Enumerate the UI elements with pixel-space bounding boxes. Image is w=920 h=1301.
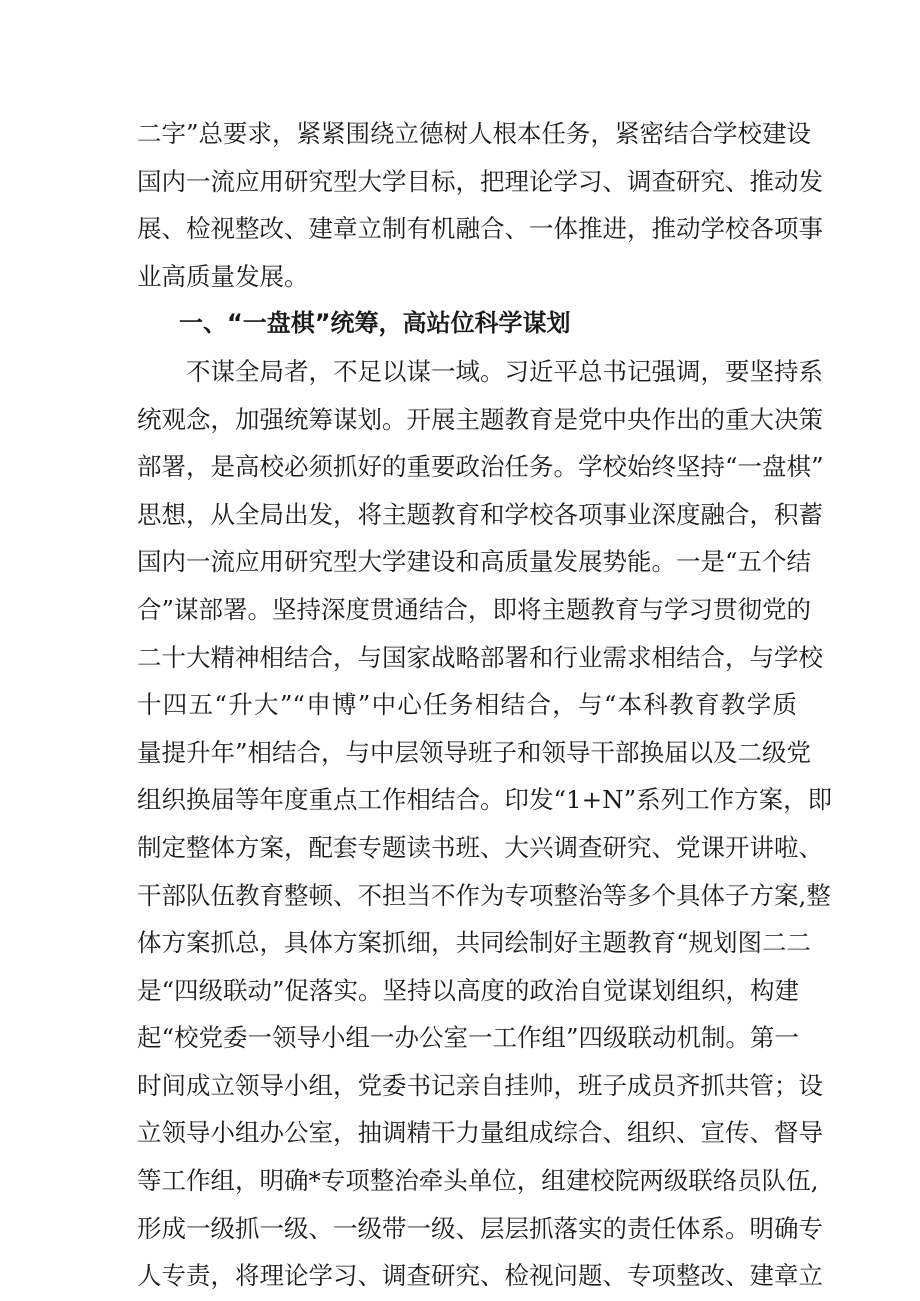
body-line: 量提升年”相结合，与中层领导班子和领导干部换届以及二级党 [137, 737, 812, 767]
body-line: 制定整体方案，配套专题读书班、大兴调查研究、党课开讲啦、 [137, 832, 823, 862]
body-line: 立领导小组办公室，抽调精干力量组成综合、组织、宣传、督导 [137, 1118, 823, 1148]
body-line: 国内一流应用研究型大学建设和高质量发展势能。一是“五个结 [137, 547, 812, 577]
intro-line: 国内一流应用研究型大学目标，把理论学习、调查研究、推动发 [137, 166, 823, 196]
body-line: 十四五“升大”“申博”中心任务相结合，与“本科教育教学质 [137, 690, 797, 720]
intro-line: 二字”总要求，紧紧围绕立德树人根本任务，紧密结合学校建设 [137, 119, 812, 148]
body-line: 体方案抓总，具体方案抓细，共同绘制好主题教育“规划图二二 [137, 928, 812, 958]
body-line: 二十大精神相结合，与国家战略部署和行业需求相结合，与学校 [137, 642, 823, 672]
body-line: 起“校党委一领导小组一办公室一工作组”四级联动机制。第一 [137, 1023, 800, 1053]
intro-line: 业高质量发展。 [137, 261, 309, 291]
body-line: 人专责，将理论学习、调查研究、检视问题、专项整改、建章立 [137, 1261, 823, 1291]
body-line: 是“四级联动”促落实。坚持以高度的政治自觉谋划组织，构建 [137, 975, 800, 1005]
body-line: 不谋全局者，不足以谋一域。习近平总书记强调，要坚持系 [186, 356, 823, 386]
body-line: 组织换届等年度重点工作相结合。印发“1+N”系列工作方案，即 [137, 785, 833, 815]
body-line: 干部队伍教育整顿、不担当不作为专项整治等多个具体子方案,整 [137, 880, 831, 910]
body-line: 统观念，加强统筹谋划。开展主题教育是党中央作出的重大决策 [137, 404, 823, 434]
intro-line: 展、检视整改、建章立制有机融合、一体推进，推动学校各项事 [137, 214, 823, 244]
body-line: 思想，从全局出发，将主题教育和学校各项事业深度融合，积蓄 [137, 499, 823, 529]
body-line: 合”谋部署。坚持深度贯通结合，即将主题教育与学习贯彻党的 [137, 594, 812, 624]
body-line: 等工作组，明确*专项整治牵头单位，组建校院两级联络员队伍, [137, 1166, 819, 1196]
body-line: 部署，是高校必须抓好的重要政治任务。学校始终坚持“一盘棋” [137, 452, 824, 482]
document-text [137, 110, 833, 1300]
body-line: 形成一级抓一级、一级带一级、层层抓落实的责任体系。明确专 [137, 1213, 823, 1243]
section-heading: 一、“一盘棋”统筹，高站位科学谋划 [179, 309, 571, 338]
body-line: 时间成立领导小组，党委书记亲自挂帅，班子成员齐抓共管；设 [137, 1070, 823, 1100]
